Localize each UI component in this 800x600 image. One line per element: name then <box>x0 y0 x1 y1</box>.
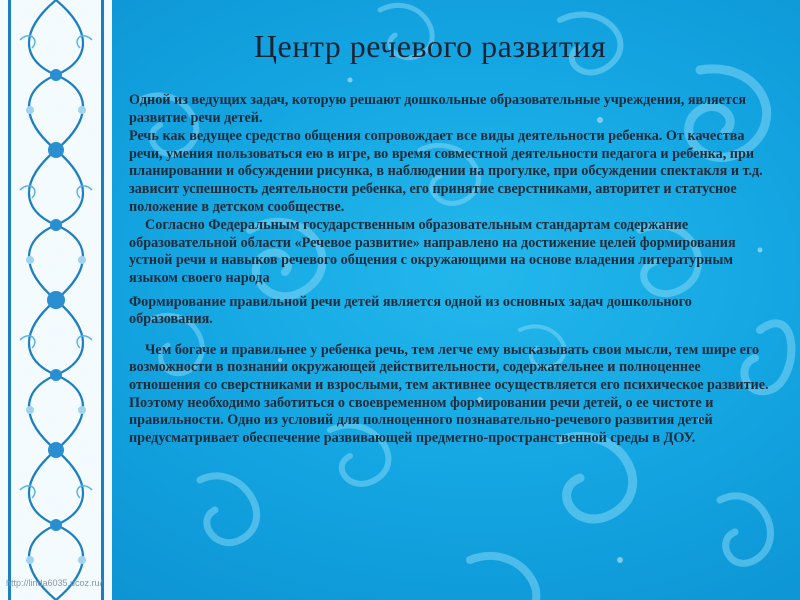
slide-body <box>129 92 769 447</box>
ornamental-frame-icon <box>0 0 112 600</box>
paragraph-intro: Одной из ведущих задач, которую решают дошкольные образовательные учреждения, является развитие речи детей. <box>129 92 747 126</box>
paragraph-rich-speech: Чем богаче и правильнее у ребенка речь, тем легче ему высказывать свои мысли, тем шире его возможности в познании окружающей действительности, содержательнее и полноценнее отношения со сверстниками и взрослыми, тем активнее осуществляется его психическое развитие. Поэтому необходимо заботиться о своевременном формировании речи детей, о ее чистоте и правильности. Одно из условий для полноценного познавательно-речевого развития детей предусматривает обеспечение развивающей предметно-пространственной среды в ДОУ. <box>129 341 769 446</box>
paragraph-speech-role: Речь как ведущее средство общения сопровождает все виды деятельности ребенка. От качества речи, умения пользоваться ею в игре, во время совместной деятельности педагога и ребенка, при планировании и обсуждении рисунка, в наблюдении на прогулке, при обсуждении спектакля и т.д. зависит успешность деятельности ребенка, его принятие сверстниками, авторитет и статусное положение в детском сообществе. <box>129 128 763 215</box>
source-watermark: http://linda6035.ucoz.ru/ <box>6 578 103 588</box>
slide-title: Центр речевого развития <box>253 28 607 64</box>
paragraph-fgos: Согласно Федеральным государственным образовательным стандартам содержание образовательной области «Речевое развитие» направлено на достижение целей формирования устной речи и навыков речевого общения с окружающими на основе владения литературным языком своего народа <box>129 217 736 286</box>
paragraph-main-task: Формирование правильной речи детей является одной из основных задач дошкольного образования. <box>129 293 692 328</box>
